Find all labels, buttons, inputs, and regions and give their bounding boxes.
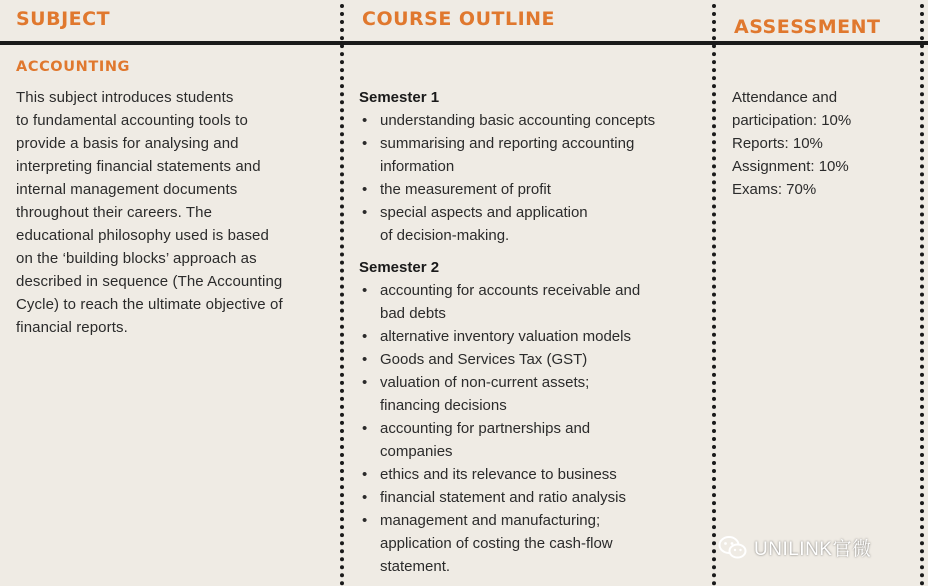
outline-item: [359, 201, 704, 247]
bullet-icon: •: [362, 374, 368, 391]
outline-item-text: understanding basic accounting concepts: [380, 112, 656, 129]
bullet-icon: •: [362, 512, 368, 529]
outline-item-text: statement.: [380, 558, 451, 575]
outline-item: [359, 348, 704, 371]
outline-item-text: of decision-making.: [380, 227, 510, 244]
outline-item-text: the measurement of profit: [380, 181, 551, 198]
subject-name: ACCOUNTING: [16, 59, 131, 75]
subject-description: [16, 86, 326, 339]
watermark: [718, 534, 871, 561]
outline-item: [359, 279, 704, 325]
assessment-line: Reports: 10%: [732, 135, 823, 152]
outline-item-text: information: [380, 158, 455, 175]
bullet-icon: •: [362, 489, 368, 506]
description-line: provide a basis for analysing and: [16, 135, 239, 152]
description-line: on the ‘building blocks’ approach as: [16, 250, 257, 267]
bullet-icon: •: [362, 420, 368, 437]
outline-item-text: ethics and its relevance to business: [380, 466, 617, 483]
semester-2-list: [359, 279, 704, 578]
description-line: Cycle) to reach the ultimate objective of: [16, 296, 283, 313]
semester-1-list: [359, 109, 704, 247]
outline-item: [359, 509, 704, 578]
wechat-icon: [718, 535, 748, 561]
bullet-icon: •: [362, 135, 368, 152]
outline-item-text: Goods and Services Tax (GST): [380, 351, 588, 368]
outline-item: [359, 132, 704, 178]
description-line: internal management documents: [16, 181, 238, 198]
outline-item-text: valuation of non-current assets;: [380, 374, 590, 391]
description-line: interpreting financial statements and: [16, 158, 261, 175]
outline-item-text: management and manufacturing;: [380, 512, 601, 529]
description-line: This subject introduces students: [16, 89, 234, 106]
description-line: educational philosophy used is based: [16, 227, 269, 244]
outline-item-text: companies: [380, 443, 453, 460]
semester-1-title: Semester 1: [359, 89, 440, 106]
outline-item: [359, 463, 704, 486]
assessment-line: Assignment: 10%: [732, 158, 849, 175]
assessment-line: participation: 10%: [732, 112, 852, 129]
outline-item: [359, 325, 704, 348]
subject-header: SUBJECT: [16, 8, 111, 30]
column-divider-1: [340, 4, 344, 586]
outline-item: [359, 178, 704, 201]
bullet-icon: •: [362, 112, 368, 129]
outline-item-text: application of costing the cash-flow: [380, 535, 613, 552]
assessment-header: ASSESSMENT: [734, 16, 881, 38]
outline-item-text: summarising and reporting accounting: [380, 135, 635, 152]
outline-item-text: accounting for accounts receivable and: [380, 282, 641, 299]
bullet-icon: •: [362, 328, 368, 345]
assessment-line: Exams: 70%: [732, 181, 817, 198]
watermark-text: UNILINK官微: [754, 539, 872, 560]
course-outline-header: COURSE OUTLINE: [362, 8, 556, 30]
assessment-breakdown: [732, 86, 912, 201]
outline-item-text: accounting for partnerships and: [380, 420, 591, 437]
bullet-icon: •: [362, 181, 368, 198]
bullet-icon: •: [362, 351, 368, 368]
header-rule: [0, 41, 928, 45]
outline-item-text: financing decisions: [380, 397, 507, 414]
description-line: throughout their careers. The: [16, 204, 213, 221]
outline-item-text: special aspects and application: [380, 204, 588, 221]
outline-item: [359, 486, 704, 509]
outline-item: [359, 417, 704, 463]
assessment-line: Attendance and: [732, 89, 838, 106]
outline-item: [359, 371, 704, 417]
outline-item-text: bad debts: [380, 305, 446, 322]
description-line: described in sequence (The Accounting: [16, 273, 283, 290]
semester-2-title: Semester 2: [359, 259, 440, 276]
bullet-icon: •: [362, 204, 368, 221]
description-line: financial reports.: [16, 319, 128, 336]
column-divider-3: [920, 4, 924, 586]
course-outline: [359, 86, 704, 578]
outline-item-text: financial statement and ratio analysis: [380, 489, 626, 506]
column-divider-2: [712, 4, 716, 586]
bullet-icon: •: [362, 466, 368, 483]
description-line: to fundamental accounting tools to: [16, 112, 248, 129]
outline-item: [359, 109, 704, 132]
bullet-icon: •: [362, 282, 368, 299]
outline-item-text: alternative inventory valuation models: [380, 328, 631, 345]
